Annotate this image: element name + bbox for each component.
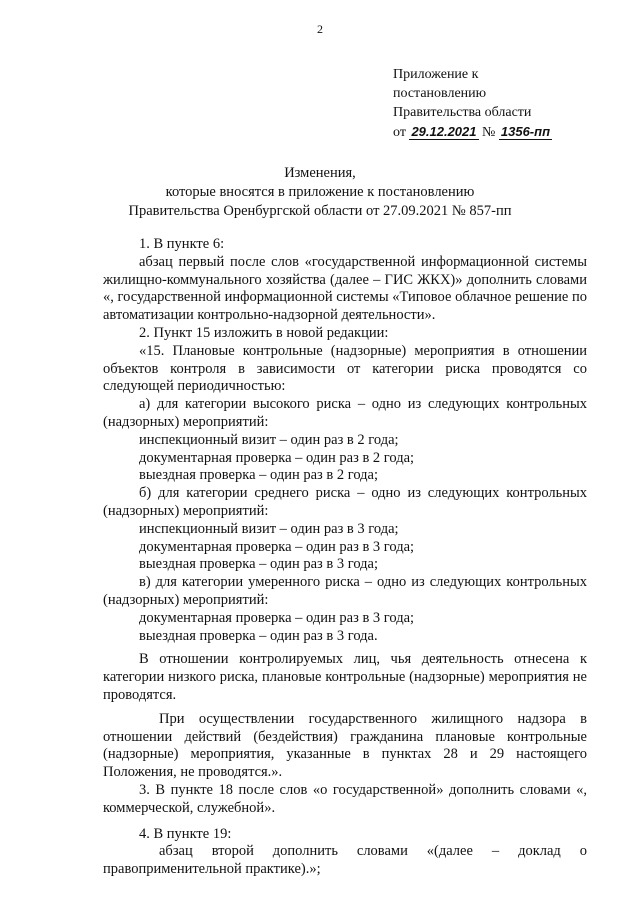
appendix-block [393,65,552,142]
paragraph: абзац первый после слов «государственной информационной системы жилищно-коммунального хозяйства (далее – ГИС ЖКХ)» дополнить словами «, государственной информационной системы «Типовое облачное решение по автоматизации контрольно-надзорной деятельности». [103,253,587,324]
paragraph: 1. В пункте 6: [139,236,225,252]
appendix-line: Правительства области [393,105,532,120]
paragraph: документарная проверка – один раз в 3 года; [139,609,415,626]
date-prefix: от [393,125,406,140]
handwritten-date: 29.12.2021 [411,124,477,139]
paragraph: выездная проверка – один раз в 2 года; [139,467,379,484]
paragraph: 2. Пункт 15 изложить в новой редакции: [139,324,389,341]
appendix-line: Приложение к [393,67,479,82]
paragraph: инспекционный визит – один раз в 2 года; [139,431,399,448]
paragraph: При осуществлении государственного жилищного надзора в отношении действий (бездействия) гражданина плановые контрольные (надзорные) мероприятия, указанные в пунктах 28 и 29 настоящего Положения, не проводятся.». [103,710,587,781]
paragraph: 4. В пункте 19: [139,825,232,842]
appendix-line: постановлению [393,86,487,101]
paragraph: а) для категории высокого риска – одно из следующих контрольных (надзорных) мероприятий: [103,396,587,430]
paragraph: 3. В пункте 18 после слов «о государственной» дополнить словами «, коммерческой, служебной». [103,781,587,816]
number-prefix: № [482,125,496,140]
heading-subtitle: Правительства Оренбургской области от 27.09.2021 № 857-пп [128,203,512,219]
paragraph: выездная проверка – один раз в 3 года. [139,627,378,644]
page-number: 2 [317,22,323,36]
paragraph: документарная проверка – один раз в 2 года; [139,449,415,466]
paragraph: инспекционный визит – один раз в 3 года; [139,520,399,537]
paragraph: выездная проверка – один раз в 3 года; [139,556,379,573]
document-body [103,236,587,879]
paragraph: В отношении контролируемых лиц, чья деятельность отнесена к категории низкого риска, плановые контрольные (надзорные) мероприятия не проводятся. [103,651,587,703]
heading-subtitle: которые вносятся в приложение к постановлению [165,184,475,200]
appendix-date-line [393,122,552,142]
paragraph: абзац второй дополнить словами «(далее – доклад о правоприменительной практике).»; [103,843,587,878]
heading-title: Изменения, [284,165,356,181]
paragraph: «15. Плановые контрольные (надзорные) мероприятия в отношении объектов контроля в зависимости от категории риска проводятся со следующей периодичностью: [103,342,587,395]
paragraph: документарная проверка – один раз в 3 года; [139,538,415,555]
document-heading [0,164,640,221]
paragraph: в) для категории умеренного риска – одно из следующих контрольных (надзорных) мероприятий: [103,574,587,608]
handwritten-number: 1356-пп [500,124,551,139]
paragraph: б) для категории среднего риска – одно из следующих контрольных (надзорных) мероприятий: [103,485,587,519]
